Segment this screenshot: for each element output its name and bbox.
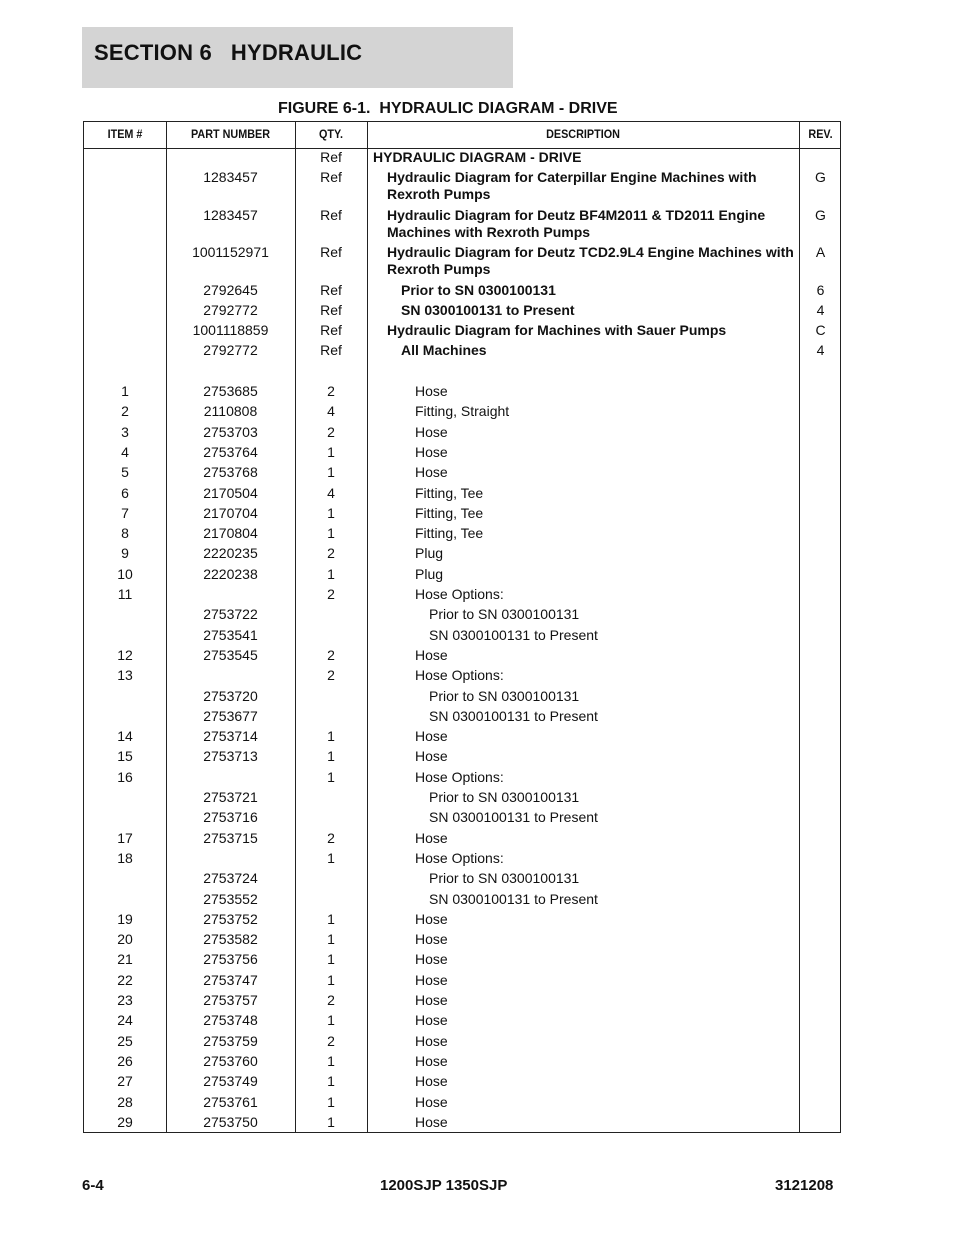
item-number-cell: 26 [117, 1053, 133, 1069]
column-header-qty: QTY. [318, 127, 343, 141]
qty-cell: Ref [320, 169, 342, 185]
qty-cell: 1 [327, 748, 335, 764]
description-cell: Hydraulic Diagram for Deutz BF4M2011 & TD2011 Engine Machines with Rexroth Pumps [387, 207, 766, 240]
description-cell: Fitting, Straight [415, 403, 510, 419]
part-number-cell: 2753545 [203, 647, 258, 663]
description-cell: Hose [415, 444, 448, 460]
description-cell: Hose [415, 1033, 448, 1049]
description-cell: Hose [415, 1053, 448, 1069]
qty-cell: 2 [327, 992, 335, 1008]
description-cell: Hose [415, 647, 448, 663]
qty-cell: 4 [327, 485, 335, 501]
part-number-cell: 2753722 [203, 606, 258, 622]
qty-cell: 1 [327, 931, 335, 947]
description-cell: Fitting, Tee [415, 505, 484, 521]
item-number-cell: 15 [117, 748, 133, 764]
item-number-cell: 21 [117, 951, 133, 967]
description-cell: SN 0300100131 to Present [429, 891, 598, 907]
description-cell: SN 0300100131 to Present [429, 708, 598, 724]
item-number-cell: 29 [117, 1114, 133, 1130]
part-number-cell: 2753768 [203, 464, 258, 480]
qty-cell: 1 [327, 972, 335, 988]
item-number-cell: 24 [117, 1012, 133, 1028]
table-header [84, 122, 840, 149]
description-cell: Hose [415, 931, 448, 947]
item-number-cell: 17 [117, 830, 133, 846]
description-cell: HYDRAULIC DIAGRAM - DRIVE [373, 149, 582, 165]
description-cell: Hose Options: [415, 850, 504, 866]
description-cell: Hose [415, 464, 448, 480]
qty-cell: 1 [327, 728, 335, 744]
footer-model: 1200SJP 1350SJP [380, 1177, 508, 1194]
rev-cell: A [815, 244, 826, 260]
part-number-cell: 2753747 [203, 972, 258, 988]
part-number-cell: 2753757 [203, 992, 258, 1008]
item-number-cell: 23 [117, 992, 133, 1008]
part-number-cell: 2753759 [203, 1033, 258, 1049]
item-number-cell: 25 [117, 1033, 133, 1049]
description-cell: Hose [415, 1114, 448, 1130]
description-cell: Hose Options: [415, 769, 504, 785]
part-number-cell: 2170704 [203, 505, 258, 521]
description-cell: Hose [415, 424, 448, 440]
qty-cell: 1 [327, 951, 335, 967]
qty-cell: 1 [327, 464, 335, 480]
rev-cell: 4 [816, 342, 825, 358]
qty-cell: 1 [327, 769, 335, 785]
part-number-cell: 2753713 [203, 748, 258, 764]
part-number-cell: 1001118859 [192, 322, 269, 338]
part-number-cell: 2753749 [203, 1073, 258, 1089]
qty-cell: 1 [327, 1012, 335, 1028]
item-number-cell: 22 [117, 972, 133, 988]
description-cell: Hose [415, 951, 448, 967]
qty-cell: 1 [327, 505, 335, 521]
item-number-cell: 20 [117, 931, 133, 947]
description-cell: SN 0300100131 to Present [429, 627, 598, 643]
part-number-cell: 2110808 [203, 403, 258, 419]
qty-cell: 2 [327, 1033, 335, 1049]
description-cell: Prior to SN 0300100131 [429, 870, 580, 886]
qty-cell: Ref [320, 149, 342, 165]
description-cell: Hydraulic Diagram for Deutz TCD2.9L4 Engine Machines with Rexroth Pumps [387, 244, 794, 277]
description-cell: Hose [415, 1073, 448, 1089]
part-number-cell: 2753716 [203, 809, 258, 825]
description-cell: Hose [415, 383, 448, 399]
item-number-cell: 18 [117, 850, 133, 866]
qty-cell: Ref [320, 342, 342, 358]
description-cell: Hydraulic Diagram for Caterpillar Engine Machines with Rexroth Pumps [387, 169, 757, 202]
part-number-cell: 2792772 [203, 342, 258, 358]
part-number-cell: 2753714 [203, 728, 258, 744]
description-cell: Hydraulic Diagram for Machines with Sauer Pumps [387, 322, 727, 338]
item-number-cell: 2 [121, 403, 129, 419]
figure-title: FIGURE 6-1. HYDRAULIC DIAGRAM - DRIVE [278, 100, 618, 117]
part-number-cell: 2753750 [203, 1114, 258, 1130]
item-number-cell: 8 [121, 525, 129, 541]
item-number-cell: 14 [117, 728, 133, 744]
qty-cell: 2 [327, 424, 335, 440]
item-number-cell: 27 [117, 1073, 133, 1089]
item-number-cell: 13 [117, 667, 133, 683]
qty-cell: Ref [320, 207, 342, 223]
qty-cell: 2 [327, 667, 335, 683]
description-cell: Fitting, Tee [415, 525, 484, 541]
description-cell: Hose [415, 972, 448, 988]
footer-doc-number: 3121208 [775, 1177, 834, 1194]
part-number-cell: 2753724 [203, 870, 258, 886]
part-number-cell: 2753720 [203, 688, 258, 704]
description-cell: Hose [415, 728, 448, 744]
part-number-cell: 2792772 [203, 302, 258, 318]
item-number-cell: 1 [121, 383, 129, 399]
description-cell: Fitting, Tee [415, 485, 484, 501]
part-number-cell: 2170804 [203, 525, 258, 541]
part-number-cell: 2753582 [203, 931, 258, 947]
item-number-cell: 12 [117, 647, 133, 663]
qty-cell: 2 [327, 830, 335, 846]
item-number-cell: 7 [121, 505, 129, 521]
qty-cell: 1 [327, 444, 335, 460]
description-cell: Prior to SN 0300100131 [429, 606, 580, 622]
part-number-cell: 1001152971 [192, 244, 269, 260]
item-number-cell: 9 [121, 545, 129, 561]
part-number-cell: 2753721 [203, 789, 258, 805]
column-divider [367, 122, 368, 1132]
qty-cell: 2 [327, 647, 335, 663]
item-number-cell: 3 [121, 424, 129, 440]
qty-cell: 1 [327, 1114, 335, 1130]
qty-cell: 1 [327, 1053, 335, 1069]
qty-cell: 1 [327, 850, 335, 866]
description-cell: Hose Options: [415, 667, 504, 683]
description-cell: Plug [415, 566, 444, 582]
description-cell: Hose [415, 1094, 448, 1110]
description-cell: SN 0300100131 to Present [401, 302, 575, 318]
qty-cell: 4 [327, 403, 335, 419]
item-number-cell: 11 [117, 586, 133, 602]
description-cell: Plug [415, 545, 444, 561]
part-number-cell: 2170504 [203, 485, 258, 501]
item-number-cell: 5 [121, 464, 129, 480]
part-number-cell: 1283457 [203, 207, 258, 223]
part-number-cell: 2753752 [203, 911, 258, 927]
qty-cell: Ref [320, 244, 342, 260]
description-cell: Hose [415, 748, 448, 764]
description-cell: Hose [415, 911, 448, 927]
qty-cell: Ref [320, 322, 342, 338]
qty-cell: 1 [327, 1073, 335, 1089]
qty-cell: 1 [327, 911, 335, 927]
description-cell: Hose [415, 1012, 448, 1028]
item-number-cell: 16 [117, 769, 133, 785]
qty-cell: Ref [320, 302, 342, 318]
description-cell: All Machines [401, 342, 487, 358]
part-number-cell: 2220235 [203, 545, 258, 561]
qty-cell: Ref [320, 282, 342, 298]
footer-page-number: 6-4 [82, 1177, 104, 1194]
item-number-cell: 19 [117, 911, 133, 927]
item-number-cell: 10 [117, 566, 133, 582]
rev-cell: 6 [816, 282, 825, 298]
rev-cell: 4 [816, 302, 825, 318]
description-cell: Hose [415, 830, 448, 846]
column-header-rev: REV. [808, 127, 833, 141]
part-number-cell: 2220238 [203, 566, 258, 582]
part-number-cell: 2753703 [203, 424, 258, 440]
item-number-cell: 6 [121, 485, 129, 501]
qty-cell: 2 [327, 586, 335, 602]
rev-cell: C [815, 322, 826, 338]
qty-cell: 1 [327, 525, 335, 541]
column-header-description: DESCRIPTION [546, 127, 620, 141]
qty-cell: 2 [327, 383, 335, 399]
part-number-cell: 2753760 [203, 1053, 258, 1069]
description-cell: Prior to SN 0300100131 [401, 282, 556, 298]
rev-cell: G [815, 169, 826, 185]
section-title: SECTION 6 HYDRAULIC [94, 40, 363, 65]
qty-cell: 1 [327, 566, 335, 582]
part-number-cell: 2792645 [203, 282, 258, 298]
rev-cell: G [815, 207, 826, 223]
column-header-part-number: PART NUMBER [190, 127, 271, 141]
part-number-cell: 2753748 [203, 1012, 258, 1028]
part-number-cell: 2753756 [203, 951, 258, 967]
description-cell: Prior to SN 0300100131 [429, 688, 580, 704]
part-number-cell: 2753685 [203, 383, 258, 399]
part-number-cell: 2753677 [203, 708, 258, 724]
part-number-cell: 2753552 [203, 891, 258, 907]
description-cell: Hose Options: [415, 586, 504, 602]
item-number-cell: 28 [117, 1094, 133, 1110]
part-number-cell: 2753715 [203, 830, 258, 846]
column-header-item: ITEM # [107, 127, 143, 141]
description-cell: Hose [415, 992, 448, 1008]
part-number-cell: 1283457 [203, 169, 258, 185]
description-cell: SN 0300100131 to Present [429, 809, 598, 825]
part-number-cell: 2753761 [203, 1094, 258, 1110]
qty-cell: 2 [327, 545, 335, 561]
description-cell: Prior to SN 0300100131 [429, 789, 580, 805]
item-number-cell: 4 [121, 444, 129, 460]
part-number-cell: 2753764 [203, 444, 258, 460]
part-number-cell: 2753541 [203, 627, 258, 643]
parts-table [83, 121, 841, 1133]
qty-cell: 1 [327, 1094, 335, 1110]
